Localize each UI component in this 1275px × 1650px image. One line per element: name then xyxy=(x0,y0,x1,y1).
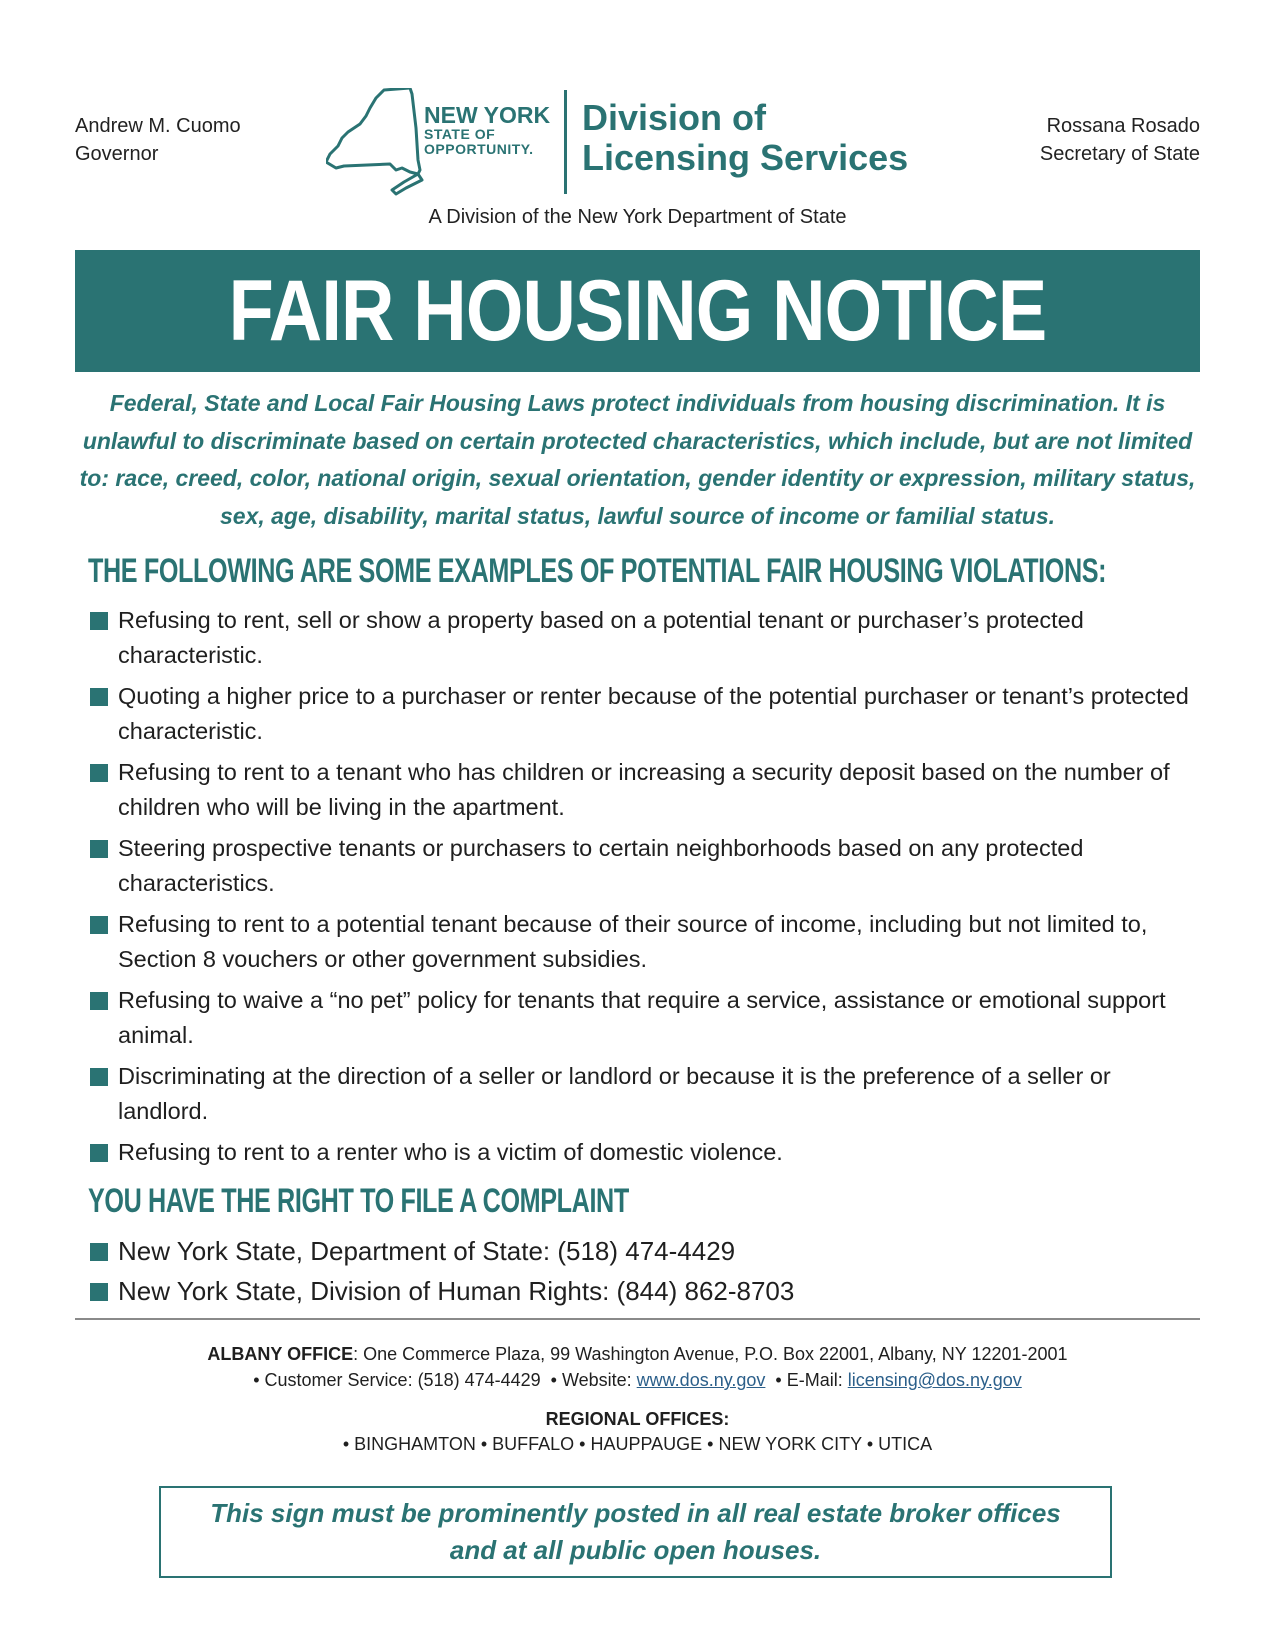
list-item xyxy=(90,831,1200,901)
posting-notice-box xyxy=(159,1486,1112,1578)
posting-notice-line-2: and at all public open houses. xyxy=(449,1535,822,1565)
list-item xyxy=(90,755,1200,825)
square-bullet-icon xyxy=(90,1144,108,1162)
nys-dls-logo xyxy=(326,88,909,198)
square-bullet-icon xyxy=(90,612,108,630)
logo-line-opportunity: OPPORTUNITY. xyxy=(424,141,534,157)
albany-office-line xyxy=(0,1344,1275,1365)
page-title: FAIR HOUSING NOTICE xyxy=(228,262,1047,359)
title-banner xyxy=(75,250,1200,372)
square-bullet-icon xyxy=(90,688,108,706)
governor-name: Andrew M. Cuomo xyxy=(75,115,241,137)
list-item xyxy=(90,983,1200,1053)
list-item-text: New York State, Division of Human Rights: (844) 862-8703 xyxy=(118,1276,795,1306)
logo-divider xyxy=(564,90,567,194)
list-item-text: Steering prospective tenants or purchasers to certain neighborhoods based on any protected characteristics. xyxy=(118,835,1084,896)
list-item-text: Refusing to rent, sell or show a property based on a potential tenant or purchaser’s protected characteristic. xyxy=(118,607,1084,668)
list-item xyxy=(90,1135,1200,1170)
customer-service-text: • Customer Service: (518) 474-4429 • Website: xyxy=(253,1370,637,1390)
governor-title: Governor xyxy=(75,143,159,165)
square-bullet-icon xyxy=(90,1068,108,1086)
square-bullet-icon xyxy=(90,1243,108,1261)
square-bullet-icon xyxy=(90,840,108,858)
list-item xyxy=(90,1059,1200,1129)
contact-line xyxy=(0,1370,1275,1391)
albany-office-address: : One Commerce Plaza, 99 Washington Avenue, P.O. Box 22001, Albany, NY 12201-2001 xyxy=(353,1344,1068,1364)
website-link[interactable]: www.dos.ny.gov xyxy=(636,1370,766,1390)
list-item xyxy=(90,603,1200,673)
square-bullet-icon xyxy=(90,1283,108,1301)
square-bullet-icon xyxy=(90,916,108,934)
secretary-name: Rossana Rosado xyxy=(1046,115,1200,137)
list-item xyxy=(90,679,1200,749)
list-item-text: New York State, Department of State: (518) 474-4429 xyxy=(118,1236,736,1266)
department-subline: A Division of the New York Department of State xyxy=(428,206,847,228)
new-york-state-outline-icon xyxy=(326,88,426,198)
division-line-2: Licensing Services xyxy=(582,137,909,178)
secretary-block xyxy=(1040,112,1200,168)
regional-offices-label: REGIONAL OFFICES: xyxy=(545,1409,730,1429)
list-item-text: Refusing to rent to a potential tenant because of their source of income, including but not limited to, Section 8 vouchers or other government subsidies. xyxy=(118,911,1148,972)
division-line-1: Division of xyxy=(582,97,767,138)
footer-divider xyxy=(75,1318,1200,1320)
email-label: • E-Mail: xyxy=(765,1370,848,1390)
intro-paragraph: Federal, State and Local Fair Housing Laws protect individuals from housing discrimination. It is unlawful to discriminate based on certain protected characteristics, which include, but are not limited to: race, creed, color, national origin, sexual orientation, gender identity or expression, military status, sex, age, disability, marital status, lawful source of income or familial status. xyxy=(79,390,1196,529)
complaint-contacts-list xyxy=(90,1232,1200,1312)
list-item-text: Quoting a higher price to a purchaser or renter because of the potential purchaser or tenant’s protected characteristic. xyxy=(118,683,1189,744)
square-bullet-icon xyxy=(90,764,108,782)
logo-line-new-york: NEW YORK xyxy=(424,102,551,128)
logo-line-state-of: STATE OF xyxy=(424,126,496,142)
list-item-text: Discriminating at the direction of a seller or landlord or because it is the preference of a seller or landlord. xyxy=(118,1063,1111,1124)
list-item xyxy=(90,1272,1200,1310)
albany-office-label: ALBANY OFFICE xyxy=(207,1344,354,1364)
violations-heading: THE FOLLOWING ARE SOME EXAMPLES OF POTENTIAL FAIR HOUSING VIOLATIONS: xyxy=(88,552,1107,590)
list-item-text: Refusing to rent to a tenant who has children or increasing a security deposit based on the number of children who will be living in the apartment. xyxy=(118,759,1170,820)
violations-list xyxy=(90,603,1200,1176)
secretary-title: Secretary of State xyxy=(1039,143,1200,165)
nys-wordmark xyxy=(424,104,550,157)
list-item-text: Refusing to rent to a renter who is a victim of domestic violence. xyxy=(118,1139,783,1165)
complaint-heading: YOU HAVE THE RIGHT TO FILE A COMPLAINT xyxy=(88,1182,629,1220)
email-link[interactable]: licensing@dos.ny.gov xyxy=(847,1370,1022,1390)
governor-block xyxy=(75,112,241,168)
list-item xyxy=(90,1232,1200,1270)
division-wordmark xyxy=(582,98,908,178)
list-item xyxy=(90,907,1200,977)
regional-offices-list: • BINGHAMTON • BUFFALO • HAUPPAUGE • NEW YORK CITY • UTICA xyxy=(342,1434,933,1454)
list-item-text: Refusing to waive a “no pet” policy for tenants that require a service, assistance or emotional support animal. xyxy=(118,987,1166,1048)
posting-notice-line-1: This sign must be prominently posted in all real estate broker offices xyxy=(210,1498,1061,1528)
square-bullet-icon xyxy=(90,992,108,1010)
